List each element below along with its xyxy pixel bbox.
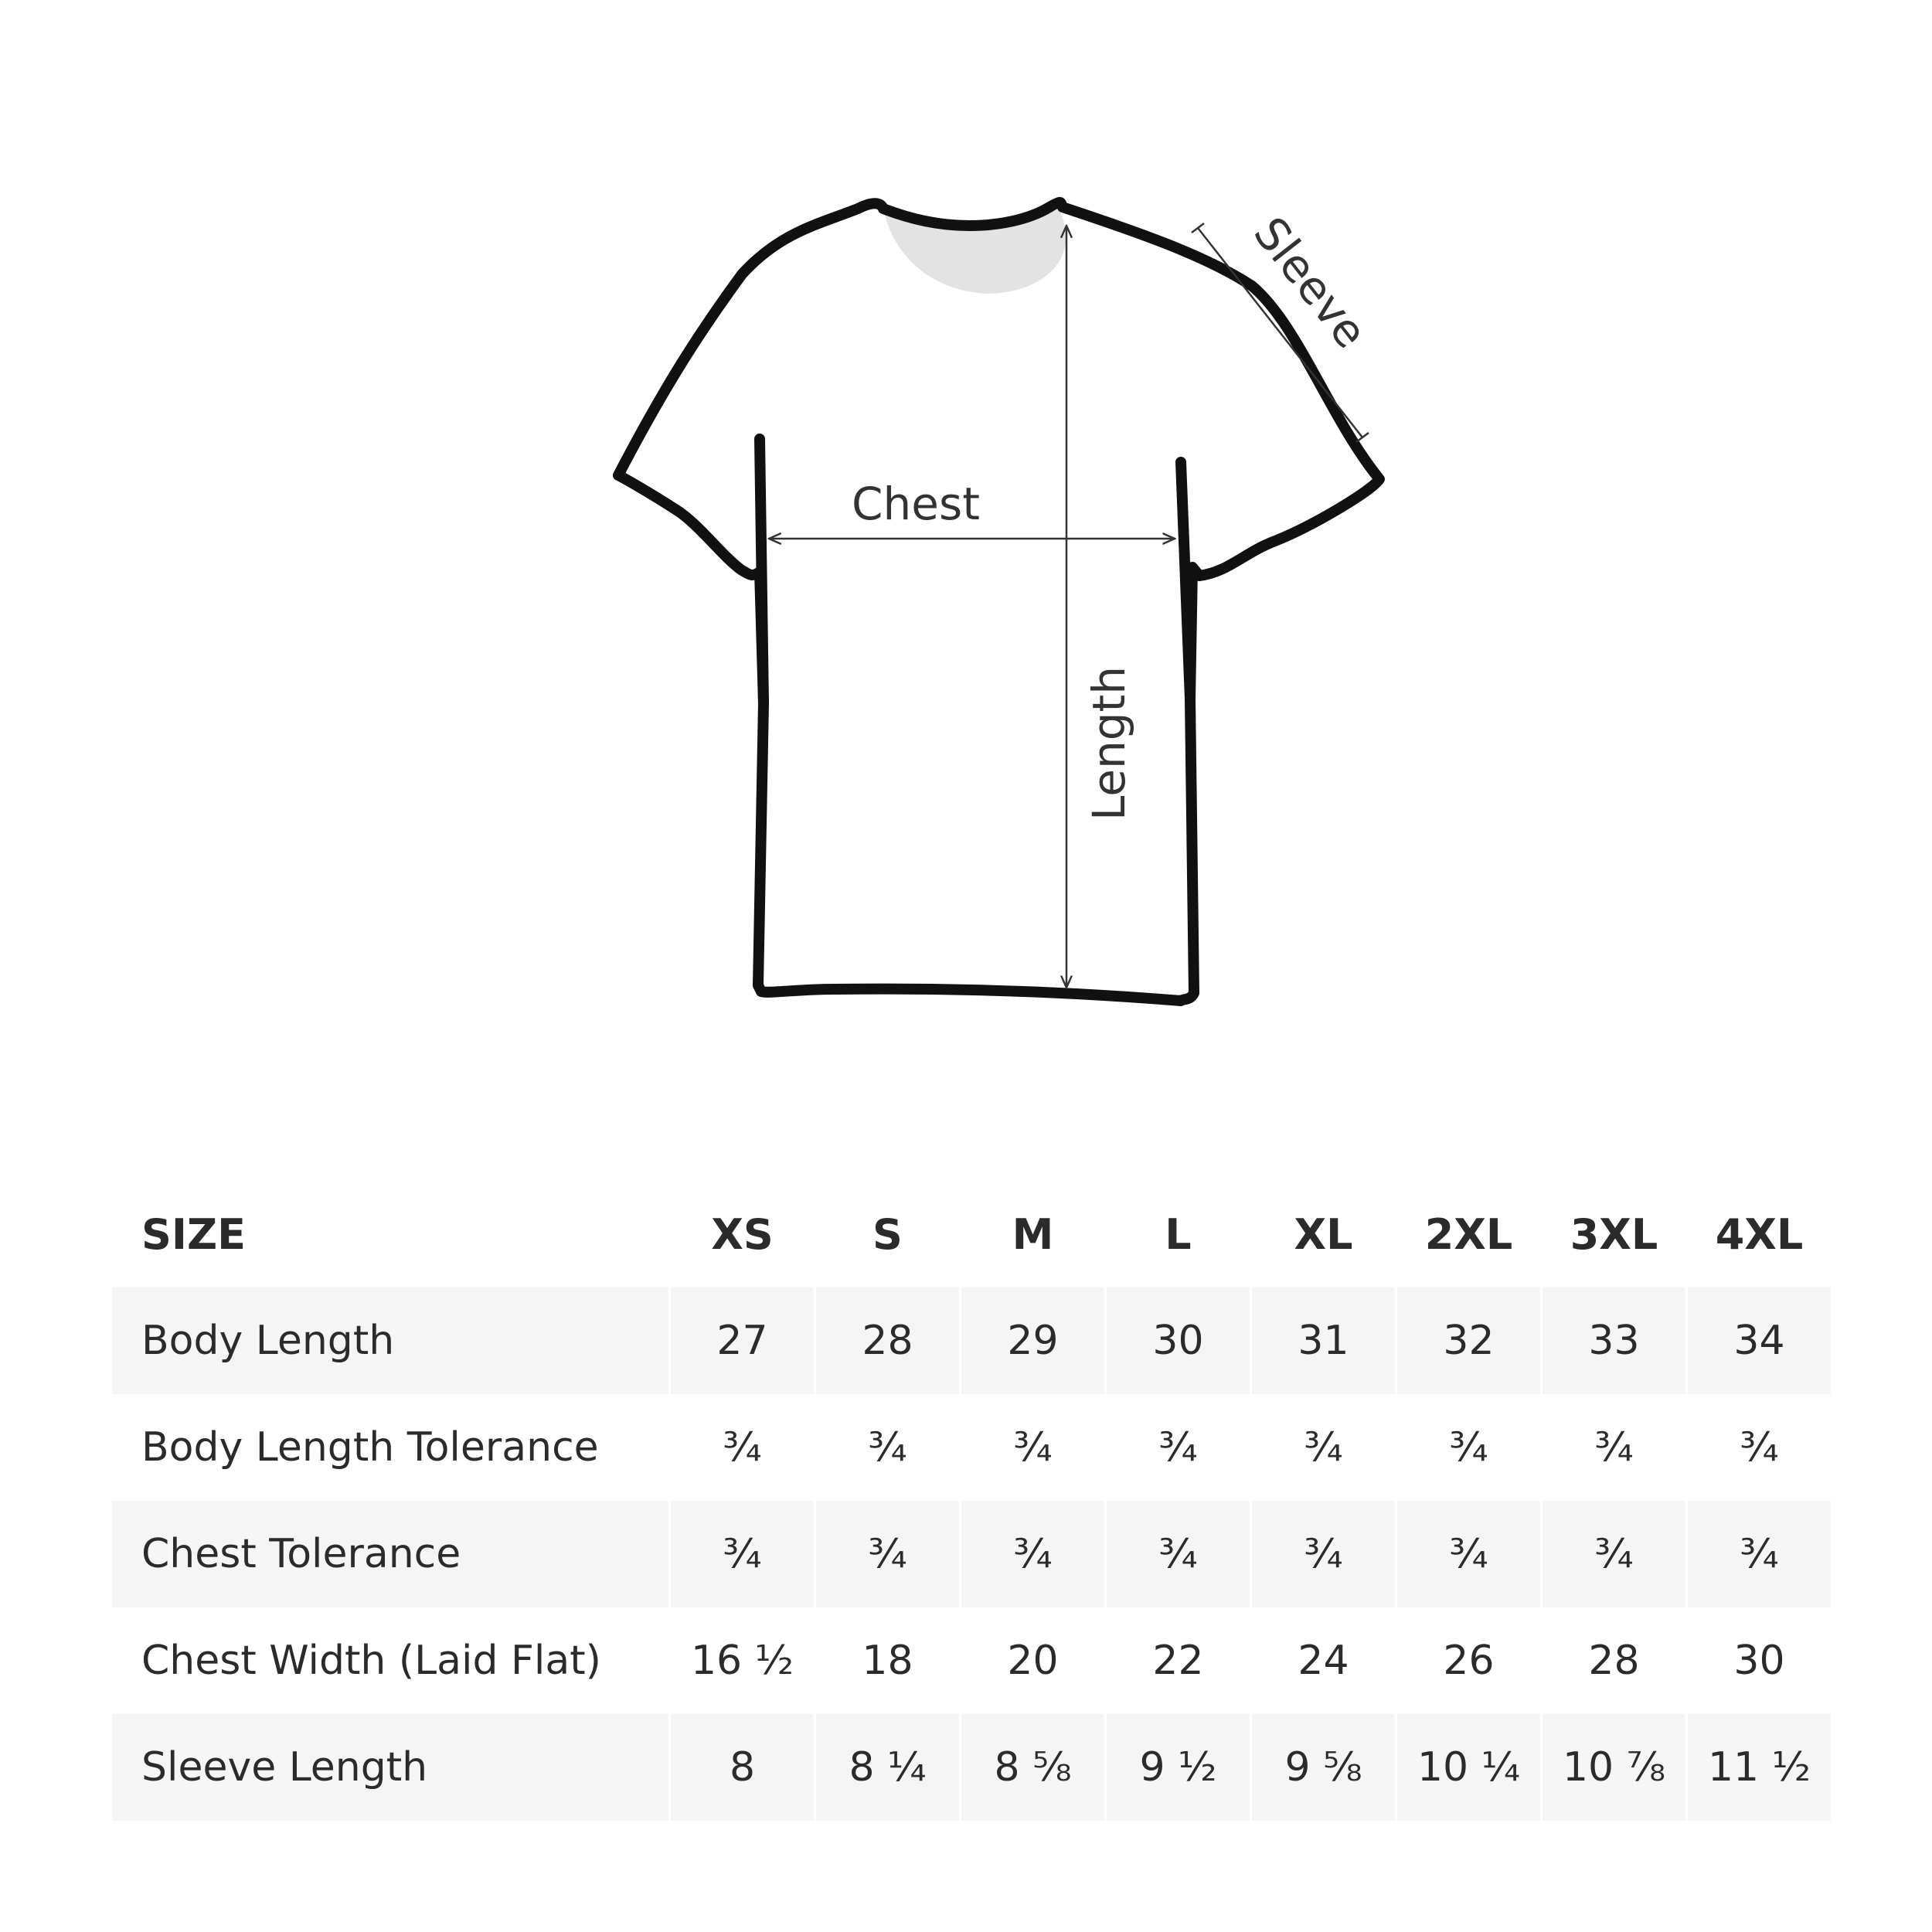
size-header-m: M <box>1012 1209 1054 1259</box>
table-cell: 33 <box>1543 1287 1685 1394</box>
size-header-xl: XL <box>1294 1209 1353 1259</box>
table-cell: 16 ½ <box>690 1638 794 1684</box>
table-cell: 20 <box>1007 1638 1059 1684</box>
table-cell: ¾ <box>1304 1424 1343 1471</box>
table-cell: 31 <box>1252 1287 1395 1394</box>
table-cell: 30 <box>1733 1638 1785 1684</box>
table-cell: 32 <box>1397 1287 1540 1394</box>
length-label: Length <box>1083 665 1135 821</box>
table-cell: ¾ <box>1252 1501 1395 1607</box>
row-label: Body Length Tolerance <box>141 1424 599 1471</box>
sleeve-dimension-cap-bottom <box>1356 433 1369 442</box>
table-cell: 28 <box>1588 1638 1640 1684</box>
size-header-4xl: 4XL <box>1715 1209 1804 1259</box>
table-cell: 30 <box>1107 1287 1250 1394</box>
size-header-xs: XS <box>711 1209 774 1259</box>
row-body-length <box>112 1287 1831 1394</box>
table-cell: ¾ <box>723 1424 762 1471</box>
tshirt-outline <box>618 202 1379 1001</box>
size-header-row <box>112 1181 1831 1287</box>
table-cell: ¾ <box>1688 1501 1831 1607</box>
table-cell: 8 ¼ <box>816 1714 959 1821</box>
table-cell: 10 ¼ <box>1397 1714 1540 1821</box>
right-side-seam <box>1181 462 1190 699</box>
size-header-3xl: 3XL <box>1570 1209 1658 1259</box>
table-cell: ¾ <box>1449 1424 1488 1471</box>
table-cell: 22 <box>1152 1638 1204 1684</box>
size-header-label: SIZE <box>141 1209 247 1259</box>
table-cell: ¾ <box>961 1501 1104 1607</box>
chest-label: Chest <box>852 478 980 530</box>
row-body-length-tolerance <box>112 1394 1831 1501</box>
row-label: Chest Tolerance <box>112 1501 668 1607</box>
table-cell: ¾ <box>671 1501 814 1607</box>
table-cell: 8 <box>671 1714 814 1821</box>
table-cell: 8 ⅝ <box>961 1714 1104 1821</box>
row-chest-width <box>112 1607 1831 1714</box>
size-header-l: L <box>1165 1209 1192 1259</box>
size-chart-table <box>110 1181 1833 1821</box>
table-cell: 28 <box>816 1287 959 1394</box>
table-cell: ¾ <box>1397 1501 1540 1607</box>
table-cell: 27 <box>671 1287 814 1394</box>
row-label: Body Length <box>112 1287 668 1394</box>
table-cell: ¾ <box>868 1424 907 1471</box>
table-cell: 10 ⅞ <box>1543 1714 1685 1821</box>
table-cell: ¾ <box>1543 1501 1685 1607</box>
table-cell: 9 ½ <box>1107 1714 1250 1821</box>
row-label: Chest Width (Laid Flat) <box>141 1638 601 1684</box>
size-header-s: S <box>872 1209 903 1259</box>
table-cell: 26 <box>1443 1638 1495 1684</box>
sleeve-label: Sleeve <box>1243 207 1378 359</box>
table-cell: ¾ <box>1594 1424 1634 1471</box>
table-cell: 9 ⅝ <box>1252 1714 1395 1821</box>
table-cell: 11 ½ <box>1688 1714 1831 1821</box>
table-cell: ¾ <box>1013 1424 1053 1471</box>
left-side-seam <box>760 439 764 703</box>
table-cell: 29 <box>961 1287 1104 1394</box>
row-sleeve-length <box>112 1714 1831 1821</box>
row-chest-tolerance <box>112 1501 1831 1607</box>
table-cell: ¾ <box>1158 1424 1198 1471</box>
sleeve-dimension-cap-top <box>1192 223 1204 233</box>
row-label: Sleeve Length <box>112 1714 668 1821</box>
table-cell: 34 <box>1688 1287 1831 1394</box>
table-cell: 24 <box>1298 1638 1349 1684</box>
size-header-2xl: 2XL <box>1424 1209 1513 1259</box>
table-cell: 18 <box>862 1638 913 1684</box>
table-cell: ¾ <box>816 1501 959 1607</box>
table-cell: ¾ <box>1107 1501 1250 1607</box>
table-cell: ¾ <box>1740 1424 1779 1471</box>
